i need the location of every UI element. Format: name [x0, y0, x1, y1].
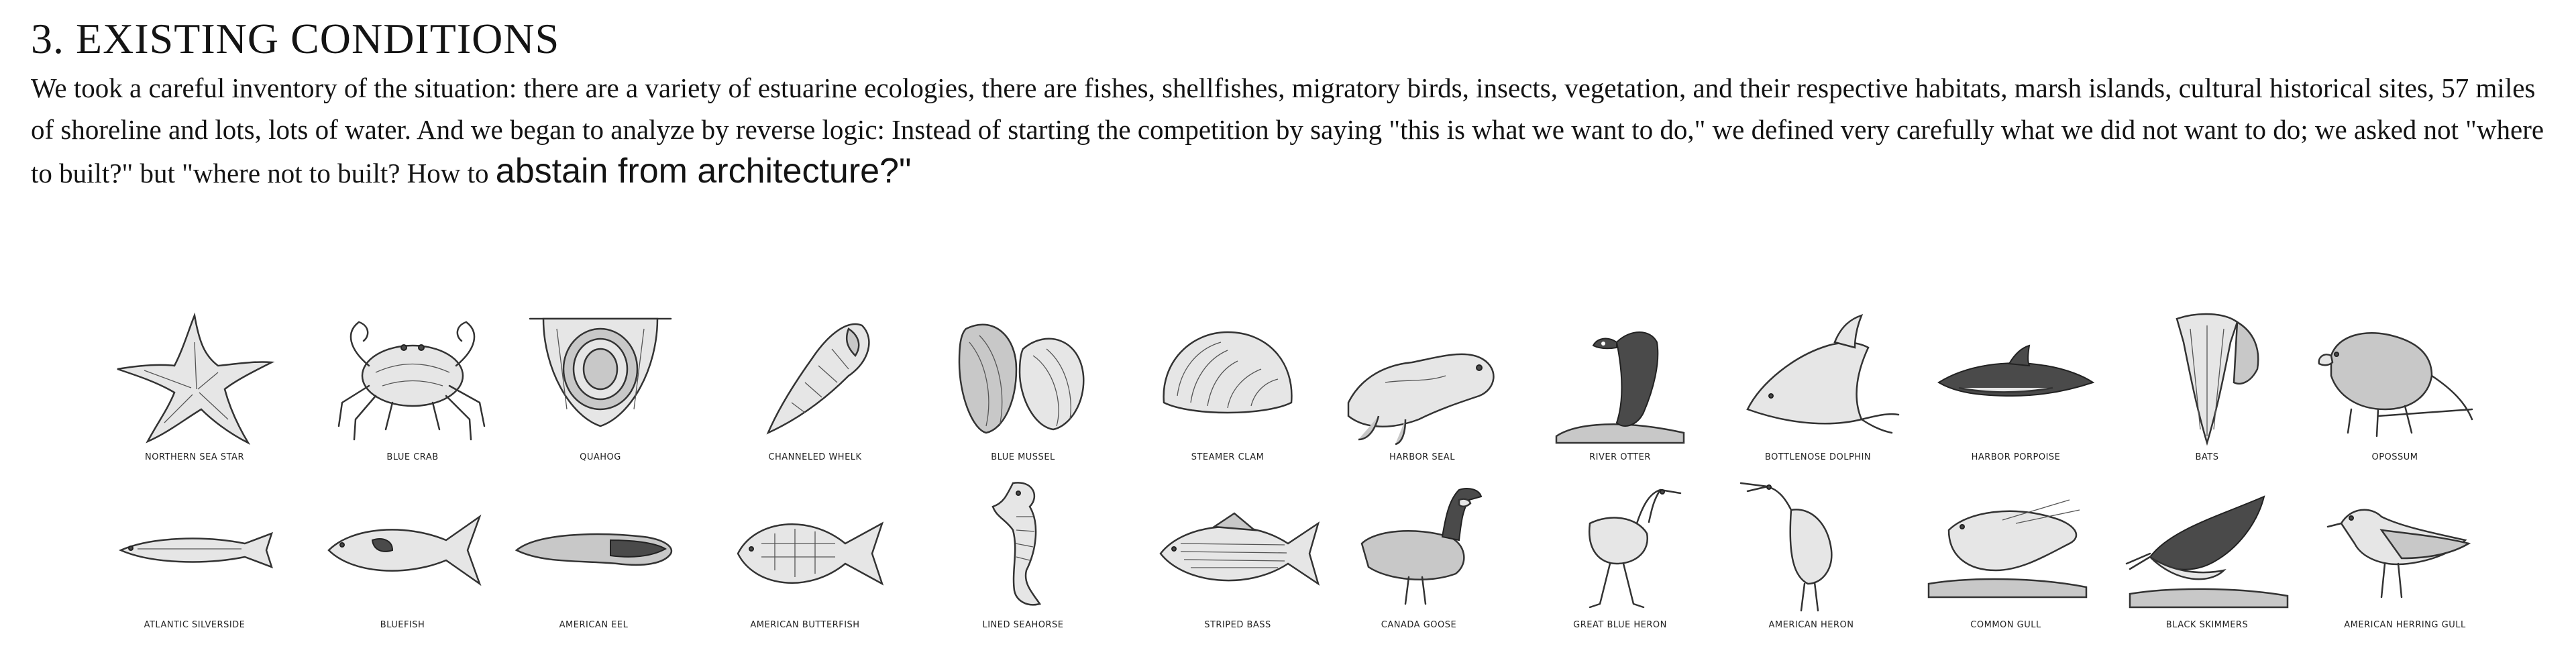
bat-icon — [2123, 302, 2291, 450]
species-label: LINED SEAHORSE — [982, 620, 1064, 630]
american-heron-icon — [1727, 470, 1895, 617]
sea-star-icon — [111, 302, 278, 450]
page-title: 3. EXISTING CONDITIONS — [31, 15, 560, 62]
species-card-river-otter — [1536, 302, 1704, 462]
otter-icon — [1536, 302, 1704, 450]
eel-icon — [510, 470, 678, 617]
species-card-harbor-porpoise — [1932, 302, 2100, 462]
species-card-canada-goose — [1335, 470, 1503, 630]
species-card-great-blue-heron — [1536, 470, 1704, 630]
species-label: BATS — [2195, 452, 2219, 462]
species-card-american-eel — [510, 470, 678, 630]
species-label: COMMON GULL — [1970, 620, 2041, 630]
intro-paragraph-emphasis: abstain from architecture?" — [495, 152, 912, 191]
species-label: AMERICAN HERON — [1768, 620, 1854, 630]
species-card-american-heron — [1727, 470, 1895, 630]
species-label: AMERICAN BUTTERFISH — [750, 620, 860, 630]
species-label: CANADA GOOSE — [1381, 620, 1457, 630]
striped-bass-icon — [1154, 470, 1322, 617]
species-label: HARBOR SEAL — [1389, 452, 1455, 462]
intro-paragraph — [31, 67, 2553, 194]
seal-icon — [1338, 302, 1506, 450]
species-label: ATLANTIC SILVERSIDE — [144, 620, 246, 630]
species-card-bluefish — [319, 470, 486, 630]
species-label: AMERICAN HERRING GULL — [2344, 620, 2466, 630]
species-label: BLUE CRAB — [386, 452, 439, 462]
species-label: HARBOR PORPOISE — [1971, 452, 2061, 462]
species-card-striped-bass — [1154, 470, 1322, 630]
crab-icon — [329, 302, 496, 450]
species-card-lined-seahorse — [939, 470, 1107, 630]
clam-icon — [1144, 302, 1311, 450]
intro-paragraph-main: We took a careful inventory of the situation: there are a variety of estuarine ecologies, there are fishes, shellfishes, migratory birds, insects, vegetation, and their respective habitats, marsh islands, cultural historical sites, 57 miles of shoreline and lots, lots of water. And we began to analyze by reverse logic: Instead of starting the competition by saying "this is what we want to do," we defined very carefully what we did not want to do; we asked not "where to built?" but "where not to built? How to — [31, 72, 2544, 189]
quahog-icon — [517, 302, 684, 450]
seahorse-icon — [939, 470, 1107, 617]
species-label: BOTTLENOSE DOLPHIN — [1764, 452, 1872, 462]
bluefish-icon — [319, 470, 486, 617]
species-label: STRIPED BASS — [1204, 620, 1271, 630]
species-card-black-skimmers — [2123, 470, 2291, 630]
species-label: GREAT BLUE HERON — [1573, 620, 1667, 630]
species-card-american-herring-gull — [2321, 470, 2489, 630]
species-label: RIVER OTTER — [1589, 452, 1651, 462]
opossum-icon — [2311, 302, 2479, 450]
species-card-blue-mussel — [939, 302, 1107, 462]
species-label: BLACK SKIMMERS — [2165, 620, 2249, 630]
species-card-bottlenose-dolphin — [1734, 302, 1902, 462]
species-card-blue-crab — [329, 302, 496, 462]
porpoise-icon — [1932, 302, 2100, 450]
species-label: STEAMER CLAM — [1191, 452, 1265, 462]
species-card-opossum — [2311, 302, 2479, 462]
skimmer-icon — [2123, 470, 2291, 617]
great-blue-heron-icon — [1536, 470, 1704, 617]
goose-icon — [1335, 470, 1503, 617]
species-label: CHANNELED WHELK — [768, 452, 862, 462]
species-card-steamer-clam — [1144, 302, 1311, 462]
common-gull-icon — [1922, 470, 2090, 617]
species-card-northern-sea-star — [111, 302, 278, 462]
herring-gull-icon — [2321, 470, 2489, 617]
species-card-atlantic-silverside — [111, 470, 278, 630]
species-label: BLUEFISH — [380, 620, 425, 630]
species-card-common-gull — [1922, 470, 2090, 630]
species-card-bats — [2123, 302, 2291, 462]
mussel-icon — [939, 302, 1107, 450]
species-card-american-butterfish — [721, 470, 889, 630]
species-label: AMERICAN EEL — [559, 620, 629, 630]
species-card-channeled-whelk — [731, 302, 899, 462]
dolphin-icon — [1734, 302, 1902, 450]
species-label: NORTHERN SEA STAR — [145, 452, 244, 462]
species-card-harbor-seal — [1338, 302, 1506, 462]
species-label: QUAHOG — [580, 452, 621, 462]
whelk-icon — [731, 302, 899, 450]
silverside-icon — [111, 470, 278, 617]
species-label: OPOSSUM — [2371, 452, 2418, 462]
species-row-2 — [0, 470, 2576, 671]
butterfish-icon — [721, 470, 889, 617]
species-card-quahog — [517, 302, 684, 462]
species-label: BLUE MUSSEL — [991, 452, 1055, 462]
